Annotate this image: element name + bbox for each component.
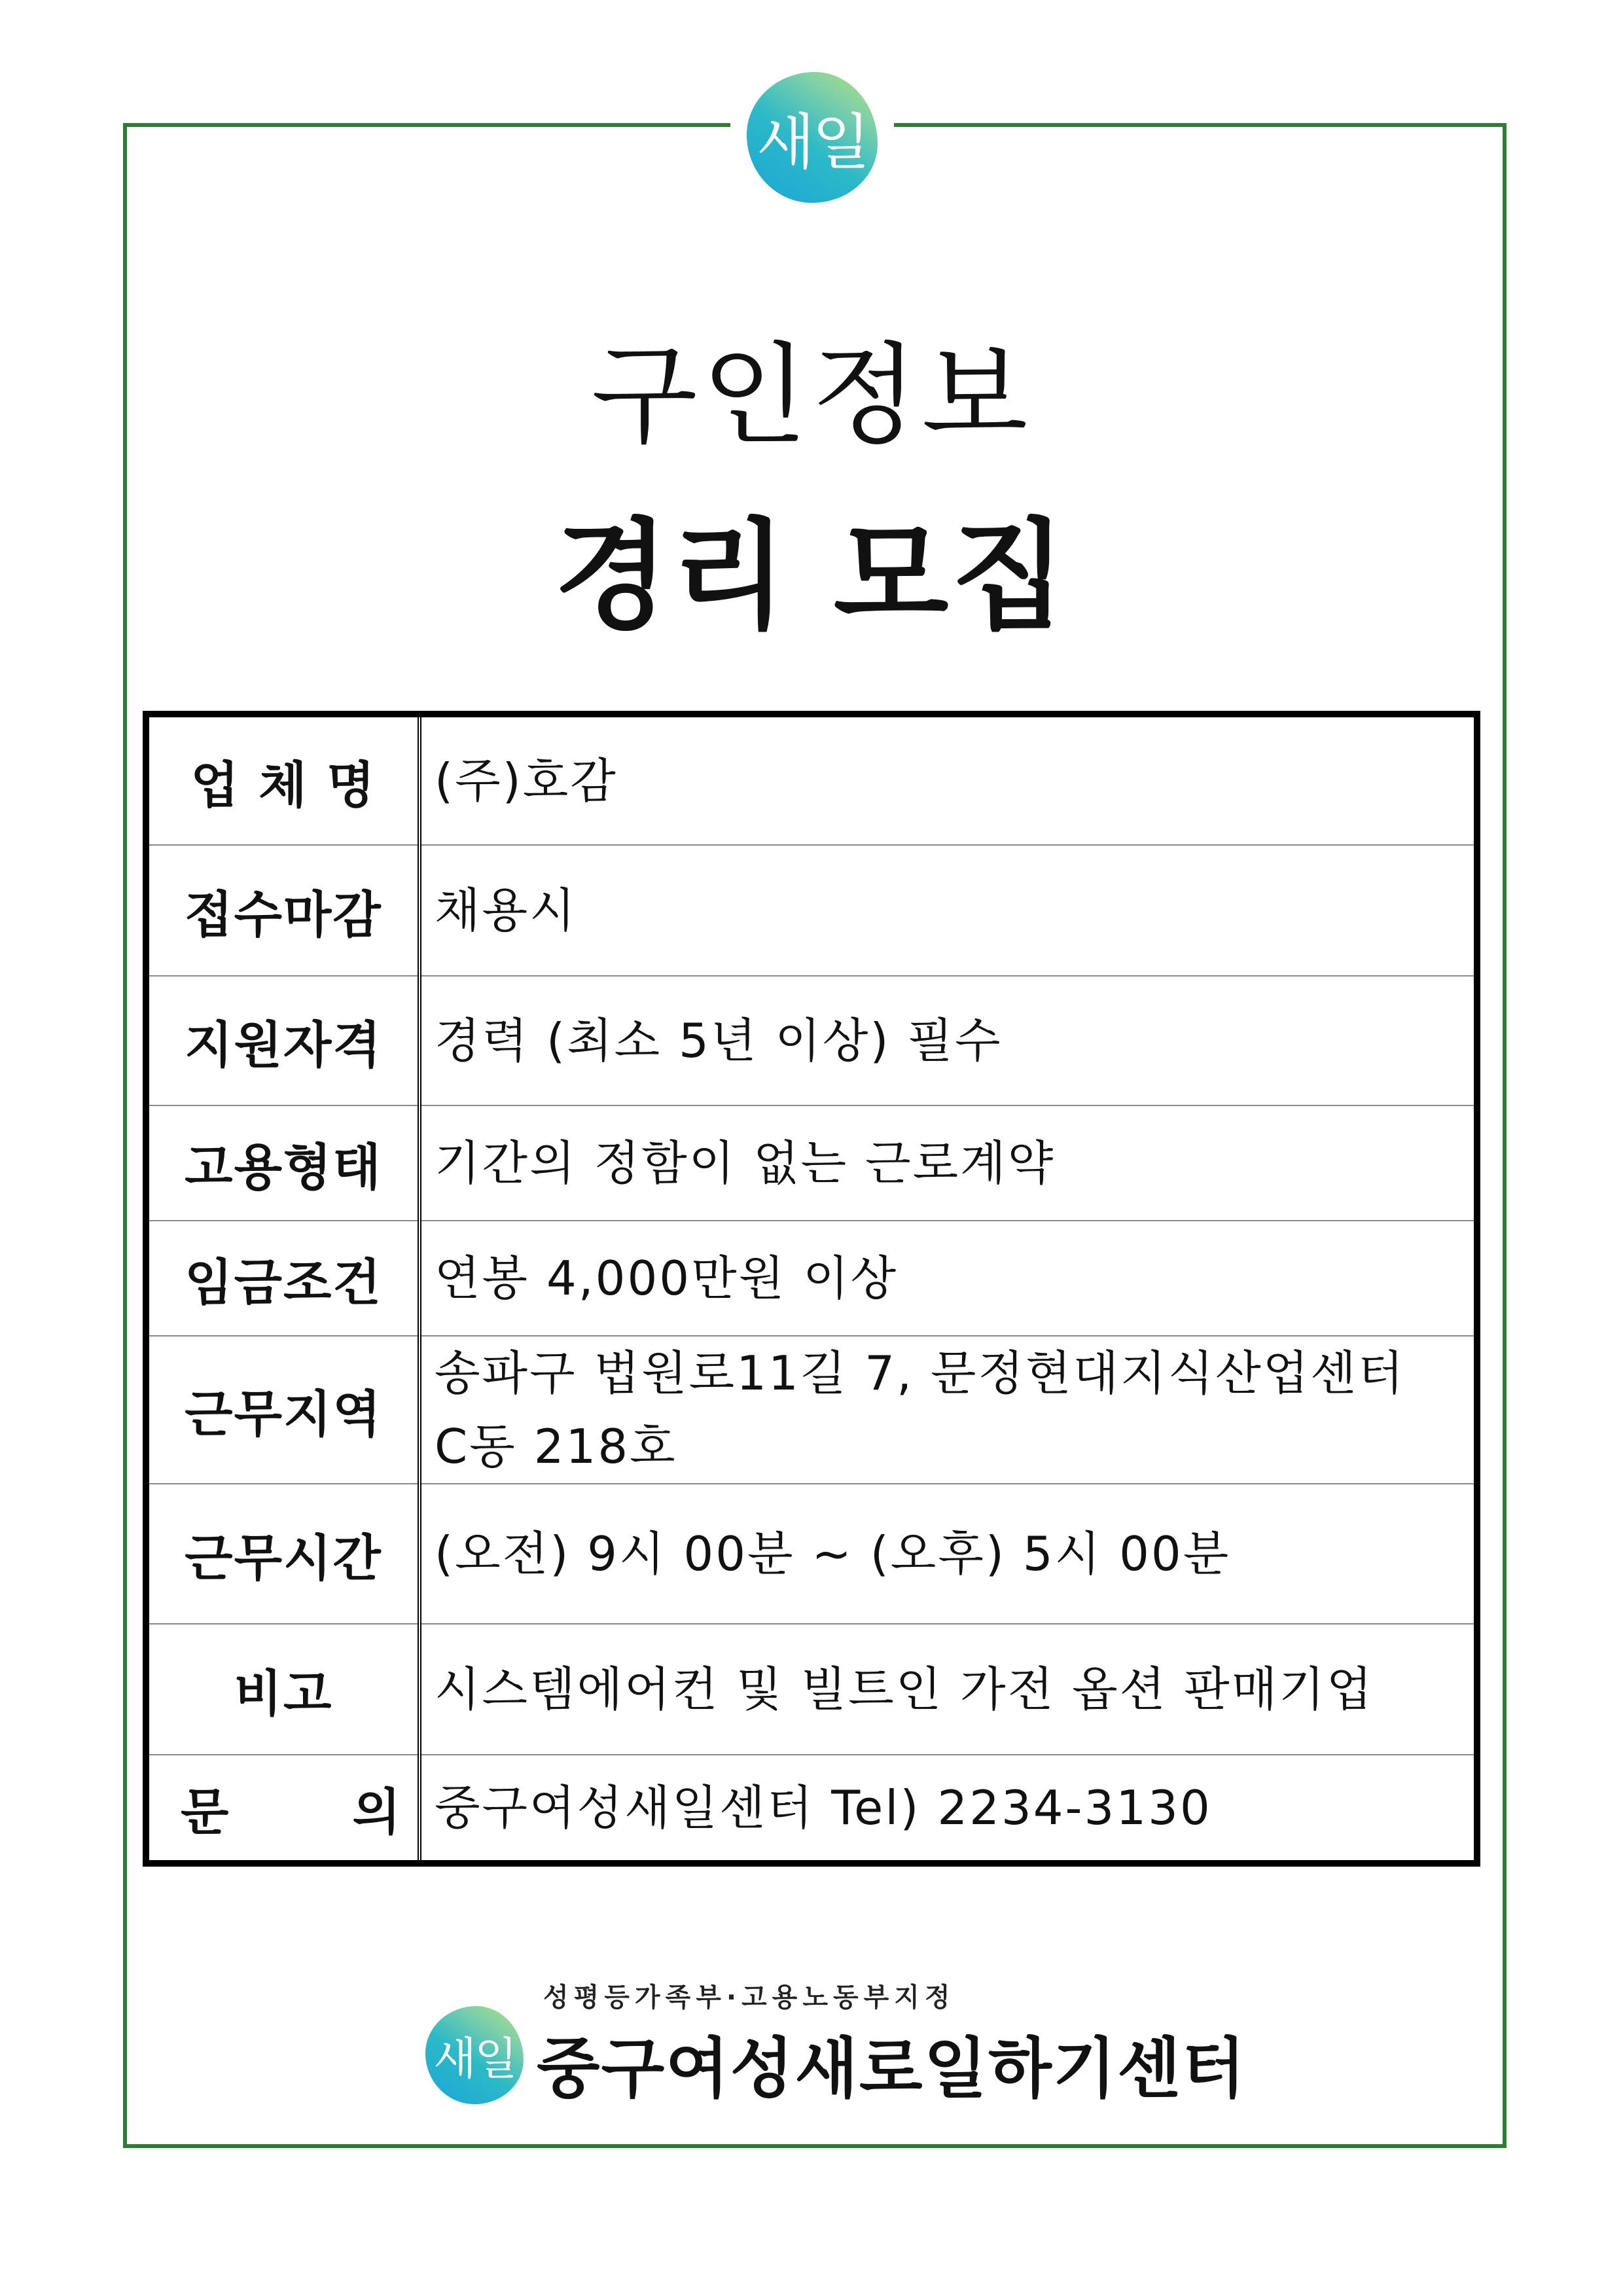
table-row-contact (146, 1755, 1477, 1863)
footer (425, 1977, 1247, 2121)
location-value (419, 1336, 1477, 1484)
deadline-value: 채용시 (419, 845, 1477, 976)
contact-value: 중구여성새일센터 Tel) 2234-3130 (435, 1780, 1212, 1835)
company-value: (주)호감 (419, 714, 1477, 845)
table-row-qualification (146, 976, 1477, 1105)
remarks-value: 시스템에어컨 및 빌트인 가전 옵션 판매기업 (419, 1624, 1477, 1755)
table-row-salary (146, 1221, 1477, 1336)
location-line-1: 송파구 법원로11길 7, 문정현대지식산업센터 (435, 1346, 1406, 1401)
table-row-location (146, 1336, 1477, 1484)
remarks-label: 비고 (146, 1624, 419, 1755)
page-subtitle: 구인정보 (591, 331, 1032, 459)
table-row-company (146, 714, 1477, 845)
salary-label: 임금조건 (146, 1221, 419, 1336)
table-row-remarks (146, 1624, 1477, 1755)
employment-type-label: 고용형태 (146, 1105, 419, 1221)
location-label: 근무지역 (146, 1336, 419, 1484)
hours-label: 근무시간 (146, 1484, 419, 1624)
location-line-2: C동 218호 (435, 1419, 677, 1474)
contact-label-left: 문 (181, 1782, 230, 1841)
logo-text: 새일 (757, 107, 868, 177)
contact-label (146, 1755, 419, 1863)
employment-type-value: 기간의 정함이 없는 근로계약 (419, 1105, 1477, 1221)
job-info-table (143, 711, 1480, 1867)
qualification-value: 경력 (최소 5년 이상) 필수 (419, 976, 1477, 1105)
table-row-deadline (146, 845, 1477, 976)
qualification-label: 지원자격 (146, 976, 419, 1105)
footer-saeil-logo-icon (425, 2006, 524, 2104)
table-row-hours (146, 1484, 1477, 1624)
salary-value: 연봉 4,000만원 이상 (419, 1221, 1477, 1336)
deadline-label: 접수마감 (146, 845, 419, 976)
footer-logo-text: 새일 (433, 2033, 516, 2085)
table-row-employment-type (146, 1105, 1477, 1221)
hours-value: (오전) 9시 00분 ~ (오후) 5시 00분 (419, 1484, 1477, 1624)
footer-designation: 성평등가족부·고용노동부지정 (543, 1982, 955, 2013)
contact-label-right: 의 (352, 1782, 402, 1841)
top-logo (730, 65, 894, 209)
footer-center-name: 중구여성새로일하기센터 (537, 2030, 1247, 2107)
page-title: 경리 모집 (554, 507, 1069, 645)
company-label: 업 체 명 (146, 714, 419, 845)
saeil-logo-icon (747, 72, 878, 203)
